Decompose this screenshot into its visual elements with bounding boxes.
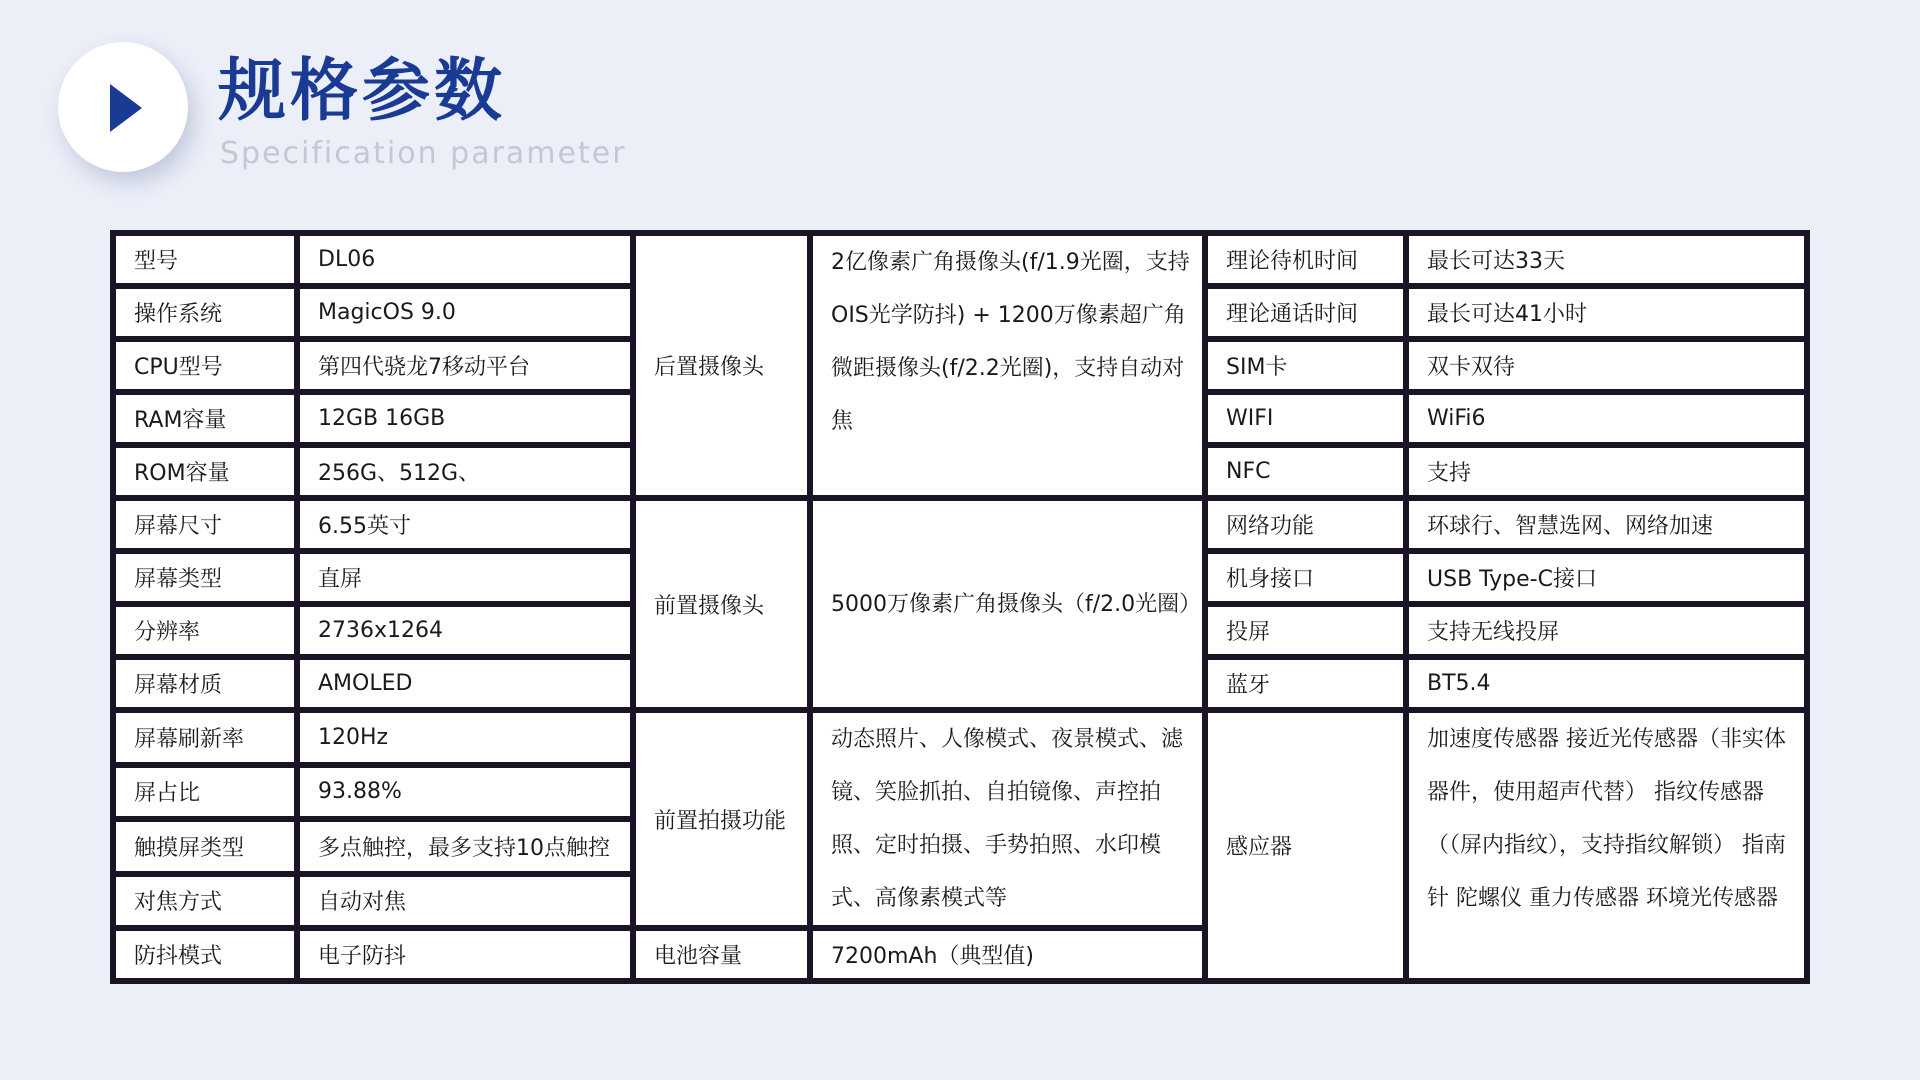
spec-value-sensor: 加速度传感器 接近光传感器（非实体器件，使用超声代替） 指纹传感器（（屏内指纹），支持指纹解锁） 指南针 陀螺仪 重力传感器 环境光传感器 bbox=[1409, 713, 1804, 978]
spec-label: 屏幕刷新率 bbox=[116, 713, 294, 762]
spec-value: WiFi6 bbox=[1409, 395, 1804, 442]
spec-value: 最长可达41小时 bbox=[1409, 289, 1804, 336]
spec-value: AMOLED bbox=[300, 660, 630, 707]
spec-value: 支持无线投屏 bbox=[1409, 607, 1804, 654]
spec-label-battery: 电池容量 bbox=[636, 931, 807, 978]
spec-label: ROM容量 bbox=[116, 448, 294, 495]
spec-label: NFC bbox=[1208, 448, 1403, 495]
spec-label-sensor: 感应器 bbox=[1208, 713, 1403, 978]
spec-label: WIFI bbox=[1208, 395, 1403, 442]
spec-value: 120Hz bbox=[300, 713, 630, 762]
spec-value-battery: 7200mAh（典型值) bbox=[813, 931, 1202, 978]
spec-label: 投屏 bbox=[1208, 607, 1403, 654]
table-row bbox=[116, 501, 1804, 548]
spec-value: 环球行、智慧选网、网络加速 bbox=[1409, 501, 1804, 548]
spec-value: DL06 bbox=[300, 236, 630, 283]
spec-label: 对焦方式 bbox=[116, 877, 294, 926]
spec-label-front-features: 前置拍摄功能 bbox=[636, 713, 807, 925]
spec-label: 分辨率 bbox=[116, 607, 294, 654]
table-row bbox=[116, 236, 1804, 283]
spec-label: 网络功能 bbox=[1208, 501, 1403, 548]
spec-value: 电子防抖 bbox=[300, 931, 630, 978]
spec-label: 屏幕类型 bbox=[116, 554, 294, 601]
play-triangle-icon bbox=[108, 82, 144, 134]
spec-value: BT5.4 bbox=[1409, 660, 1804, 707]
spec-value: MagicOS 9.0 bbox=[300, 289, 630, 336]
spec-label: CPU型号 bbox=[116, 342, 294, 389]
spec-value-front-features: 动态照片、人像模式、夜景模式、滤镜、笑脸抓拍、自拍镜像、声控拍照、定时拍摄、手势拍照、水印模式、高像素模式等 bbox=[813, 713, 1202, 925]
spec-label: SIM卡 bbox=[1208, 342, 1403, 389]
spec-value: 93.88% bbox=[300, 768, 630, 817]
spec-label-front-camera: 前置摄像头 bbox=[636, 501, 807, 707]
spec-label: 触摸屏类型 bbox=[116, 822, 294, 871]
spec-label: 屏占比 bbox=[116, 768, 294, 817]
play-button[interactable] bbox=[58, 42, 188, 172]
spec-value: 6.55英寸 bbox=[300, 501, 630, 548]
spec-label: 屏幕尺寸 bbox=[116, 501, 294, 548]
spec-value: 2736x1264 bbox=[300, 607, 630, 654]
spec-label: 机身接口 bbox=[1208, 554, 1403, 601]
spec-label: 蓝牙 bbox=[1208, 660, 1403, 707]
spec-value-rear-camera: 2亿像素广角摄像头(f/1.9光圈，支持OIS光学防抖) + 1200万像素超广角微距摄像头(f/2.2光圈)，支持自动对焦 bbox=[813, 236, 1202, 495]
spec-value: 支持 bbox=[1409, 448, 1804, 495]
spec-label: 理论通话时间 bbox=[1208, 289, 1403, 336]
spec-value: 第四代骁龙7移动平台 bbox=[300, 342, 630, 389]
page-subtitle: Specification parameter bbox=[220, 136, 627, 171]
spec-label: 型号 bbox=[116, 236, 294, 283]
spec-value: 自动对焦 bbox=[300, 877, 630, 926]
spec-label: 屏幕材质 bbox=[116, 660, 294, 707]
spec-value: 直屏 bbox=[300, 554, 630, 601]
spec-value: 多点触控，最多支持10点触控 bbox=[300, 822, 630, 871]
spec-value: 双卡双待 bbox=[1409, 342, 1804, 389]
spec-value: 最长可达33天 bbox=[1409, 236, 1804, 283]
spec-table bbox=[110, 230, 1810, 984]
spec-value: 256G、512G、 bbox=[300, 448, 630, 495]
spec-value: 12GB 16GB bbox=[300, 395, 630, 442]
table-row bbox=[116, 713, 1804, 762]
page-title: 规格参数 bbox=[218, 52, 507, 131]
spec-value: USB Type-C接口 bbox=[1409, 554, 1804, 601]
spec-label-rear-camera: 后置摄像头 bbox=[636, 236, 807, 495]
spec-label: RAM容量 bbox=[116, 395, 294, 442]
spec-label: 防抖模式 bbox=[116, 931, 294, 978]
spec-value-front-camera: 5000万像素广角摄像头（f/2.0光圈） bbox=[813, 501, 1202, 707]
spec-label: 操作系统 bbox=[116, 289, 294, 336]
spec-label: 理论待机时间 bbox=[1208, 236, 1403, 283]
